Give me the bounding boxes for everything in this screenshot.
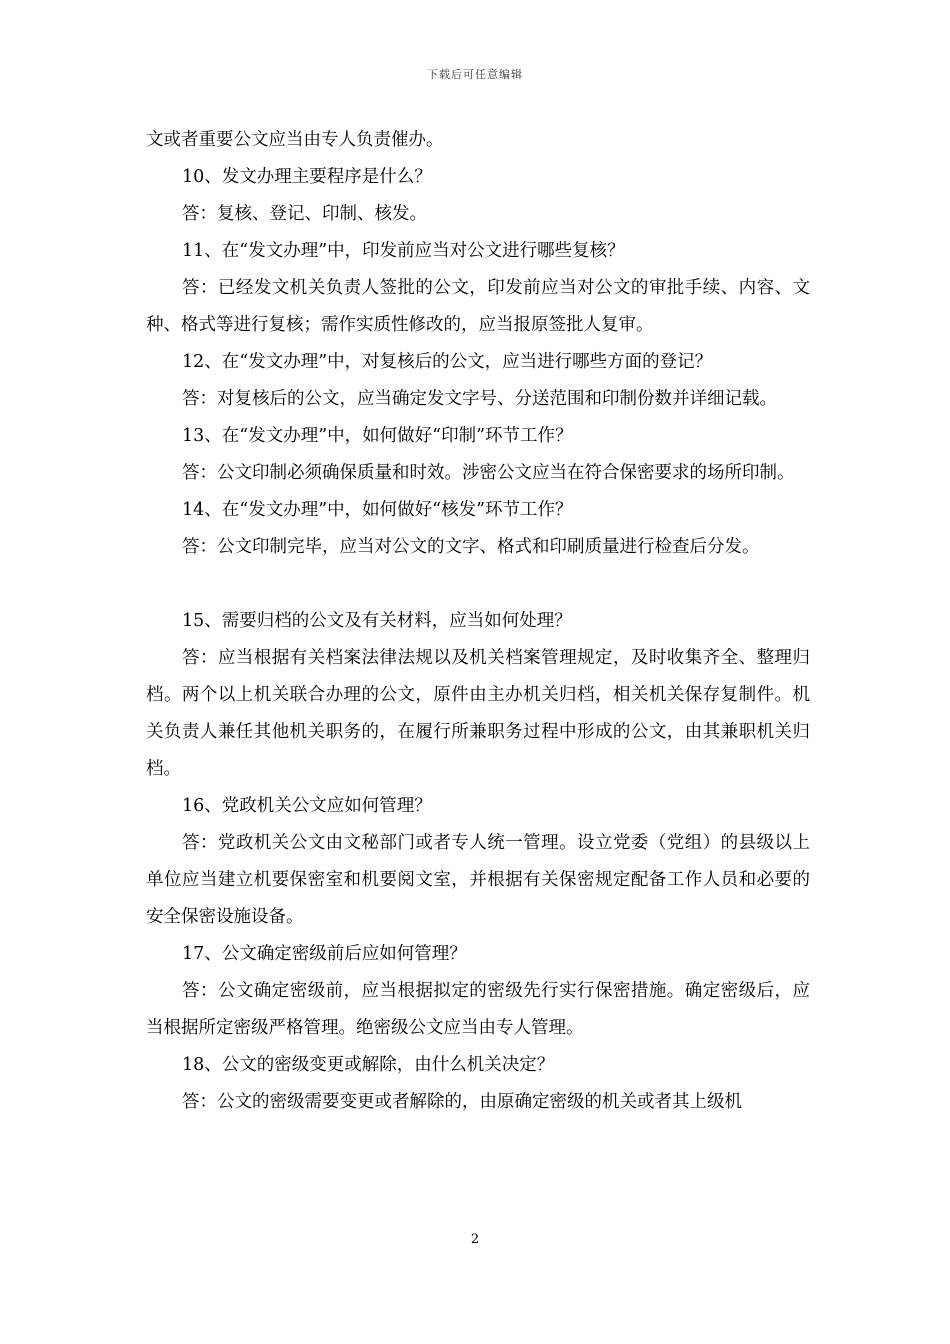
page-number: 2 <box>470 1232 480 1247</box>
answer-paragraph: 答：公文印制完毕，应当对公文的文字、格式和印刷质量进行检查后分发。 <box>182 537 760 557</box>
question-heading: 14、在“发文办理”中，如何做好“核发”环节工作？ <box>182 500 573 520</box>
paragraph: 文或者重要公文应当由专人负责催办。 <box>146 130 444 150</box>
answer-paragraph: 答：应当根据有关档案法律法规以及机关档案管理规定，及时收集齐全、整理归档。两个以上机关联合办理的公文，原件由主办机关归档，相关机关保存复制件。机关负责人兼任其他机关职务的，在履行所兼职务过程中形成的公文，由其兼职机关归档。 <box>146 648 810 779</box>
question-heading: 16、党政机关公文应如何管理？ <box>182 796 432 816</box>
question-heading: 15、需要归档的公文及有关材料，应当如何处理？ <box>182 611 572 631</box>
answer-paragraph: 答：复核、登记、印制、核发。 <box>182 204 427 224</box>
blank-line <box>146 566 810 603</box>
answer-paragraph: 答：已经发文机关负责人签批的公文，印发前应当对公文的审批手续、内容、文种、格式等进行复核；需作实质性修改的，应当报原签批人复审。 <box>146 278 810 335</box>
question-heading: 11、在“发文办理”中，印发前应当对公文进行哪些复核？ <box>182 241 625 261</box>
question-heading: 10、发文办理主要程序是什么？ <box>182 167 432 187</box>
page-header: 下载后可任意编辑 <box>427 68 523 81</box>
question-heading: 12、在“发文办理”中，对复核后的公文，应当进行哪些方面的登记？ <box>182 352 713 372</box>
answer-paragraph: 答：党政机关公文由文秘部门或者专人统一管理。设立党委（党组）的县级以上单位应当建立机要保密室和机要阅文室，并根据有关保密规定配备工作人员和必要的安全保密设施设备。 <box>146 833 810 927</box>
answer-paragraph: 答：公文印制必须确保质量和时效。涉密公文应当在符合保密要求的场所印制。 <box>182 463 795 483</box>
question-heading: 13、在“发文办理”中，如何做好“印制”环节工作？ <box>182 426 573 446</box>
question-heading: 18、公文的密级变更或解除，由什么机关决定？ <box>182 1055 555 1075</box>
question-heading: 17、公文确定密级前后应如何管理？ <box>182 944 467 964</box>
document-body <box>146 122 810 1121</box>
answer-paragraph: 答：公文的密级需要变更或者解除的，由原确定密级的机关或者其上级机 <box>182 1092 742 1112</box>
answer-paragraph: 答：公文确定密级前，应当根据拟定的密级先行实行保密措施。确定密级后，应当根据所定密级严格管理。绝密级公文应当由专人管理。 <box>146 981 810 1038</box>
answer-paragraph: 答：对复核后的公文，应当确定发文字号、分送范围和印制份数并详细记载。 <box>182 389 777 409</box>
